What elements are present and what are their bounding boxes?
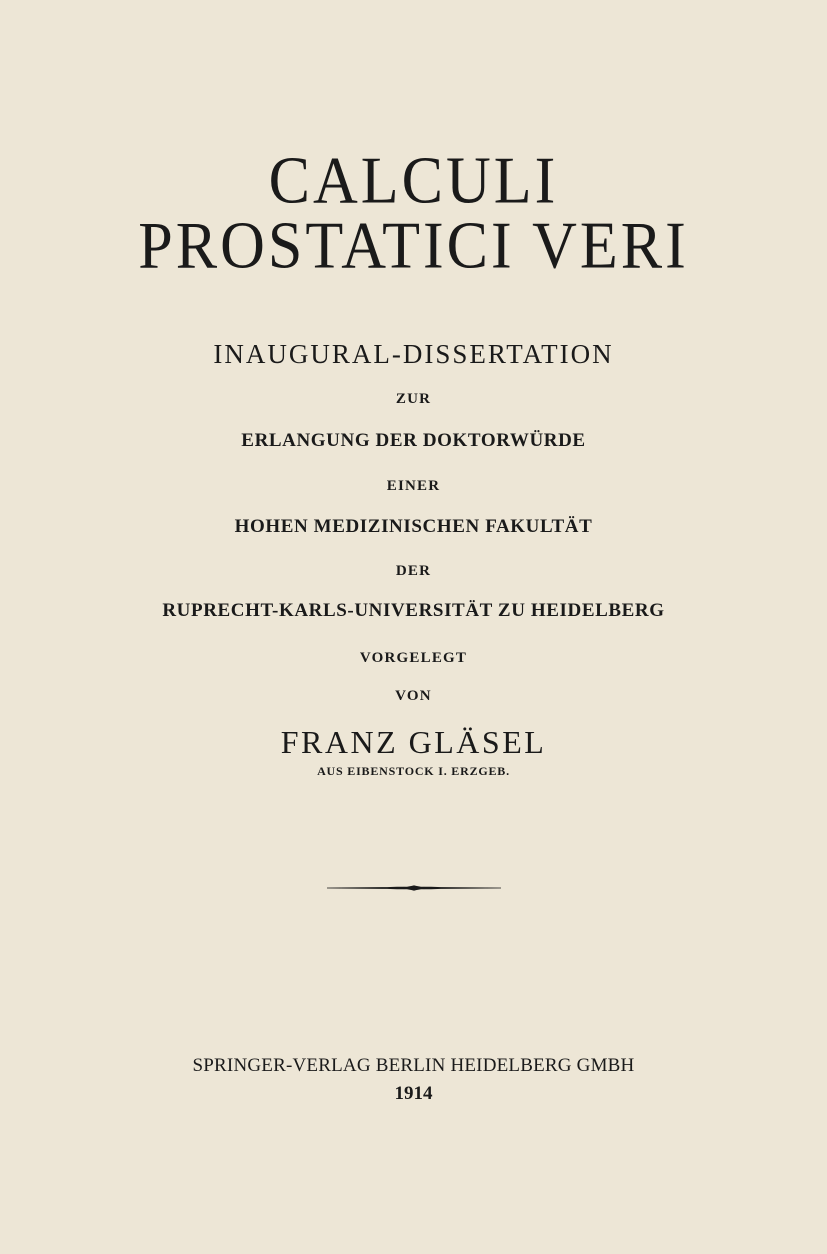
text-fakultaet: HOHEN MEDIZINISCHEN FAKULTÄT (234, 516, 593, 537)
title-line-2: PROSTATICI VERI (138, 209, 689, 283)
text-vorgelegt: VORGELEGT (359, 650, 468, 666)
dissertation-subtitle: INAUGURAL-DISSERTATION (213, 339, 614, 369)
author-origin: AUS EIBENSTOCK I. ERZGEB. (317, 764, 510, 778)
text-zur: ZUR (395, 391, 432, 407)
text-universitaet: RUPRECHT-KARLS-UNIVERSITÄT ZU HEIDELBERG (162, 600, 665, 621)
publication-year: 1914 (394, 1083, 433, 1104)
ornamental-rule-icon (327, 880, 501, 896)
title-line-1: CALCULI (268, 144, 559, 218)
text-der: DER (395, 563, 432, 579)
text-einer: EINER (386, 478, 441, 494)
text-erlangung: ERLANGUNG DER DOKTORWÜRDE (241, 430, 586, 451)
text-von: VON (395, 688, 432, 704)
author-name: FRANZ GLÄSEL (280, 724, 547, 760)
publisher: SPRINGER-VERLAG BERLIN HEIDELBERG GMBH (192, 1055, 635, 1076)
